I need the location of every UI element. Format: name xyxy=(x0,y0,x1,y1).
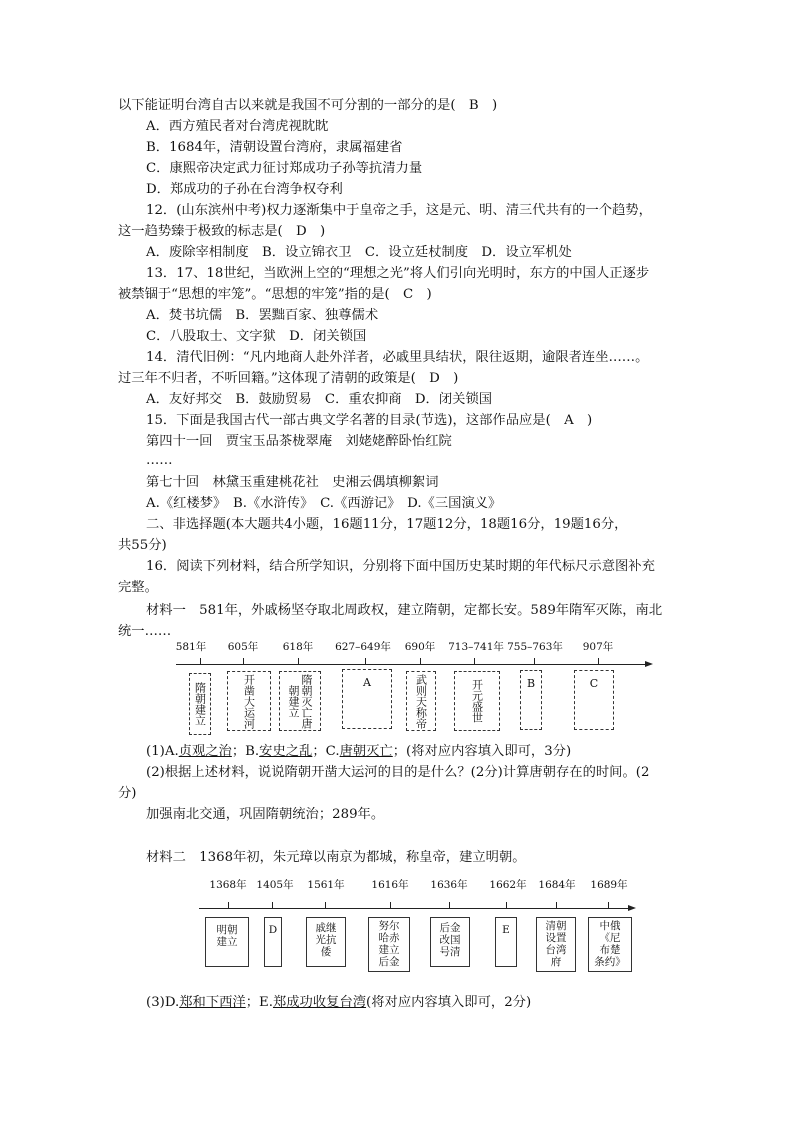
q12-options: A．废除宰相制度 B．设立锦衣卫 C．设立廷杖制度 D．设立军机处 xyxy=(146,245,572,260)
q15-line1: 15．下面是我国古代一部古典文学名著的目录(节选)，这部作品应是( A ) xyxy=(146,413,593,428)
timeline-2-tick xyxy=(506,902,507,908)
timeline-2-box-line: 建立 xyxy=(216,936,238,948)
q12-line2: 这一趋势臻于极致的标志是( D ) xyxy=(118,224,326,239)
timeline-2-year: 1689年 xyxy=(590,879,628,891)
timeline-1-box: 武则天称帝 xyxy=(406,671,436,731)
q13-options-ab: A．焚书坑儒 B．罢黜百家、独尊儒术 xyxy=(146,308,379,323)
timeline-2-tick xyxy=(390,902,391,908)
q14-options: A．友好邦交 B．鼓励贸易 C．重农抑商 D．闭关锁国 xyxy=(146,392,493,407)
timeline-2-box-line: 台湾 xyxy=(545,944,567,956)
q14-line1: 14．清代旧例：“凡内地商人赴外洋者，必戚里具结状，限往返期，逾限者连坐……。 xyxy=(146,350,649,365)
timeline-2-box-line: D xyxy=(268,924,278,936)
answer-1-b: 安史之乱 xyxy=(259,744,313,759)
q15-ellipsis: …… xyxy=(146,453,173,468)
answer-1-suffix: ；(将对应内容填入即可，3分) xyxy=(392,744,572,759)
timeline-1-tick xyxy=(474,658,475,664)
answer-1-c: 唐朝灭亡 xyxy=(339,744,393,759)
answer-3-suffix: (将对应内容填入即可，2分) xyxy=(366,995,532,1010)
timeline-2-tick xyxy=(608,902,609,908)
answer-1-a: 贞观之治 xyxy=(178,744,232,759)
timeline-1-year: 690年 xyxy=(404,641,436,653)
timeline-1-tick xyxy=(365,658,366,664)
timeline-2-box-line: 明朝 xyxy=(216,924,238,936)
timeline-2-box-line: 后金 xyxy=(378,956,400,968)
answer-3-d: 郑和下西洋 xyxy=(179,995,246,1010)
q16-line1: 16．阅读下列材料，结合所学知识，分别将下面中国历史某时期的年代标尺示意图补充 xyxy=(146,559,655,574)
q14-line2: 过三年不归者，不听回籍。”这体现了清朝的政策是( D ) xyxy=(118,371,459,386)
timeline-2-box-line: 府 xyxy=(550,956,562,968)
material1-line2: 统一…… xyxy=(118,624,172,639)
timeline-2-box-line: 努尔 xyxy=(378,920,400,932)
timeline-1-year: 755–763年 xyxy=(507,641,563,653)
timeline-2-box-line: 哈赤 xyxy=(378,932,400,944)
timeline-1-tick xyxy=(243,658,244,664)
timeline-2-box xyxy=(306,917,346,967)
answer-3-e: 郑成功收复台湾 xyxy=(272,995,367,1010)
timeline-2-box xyxy=(205,917,249,967)
timeline-2-axis xyxy=(199,908,629,909)
timeline-1-arrow xyxy=(645,661,653,667)
timeline-1-year: 581年 xyxy=(175,641,207,653)
q16-line2: 完整。 xyxy=(118,580,158,595)
timeline-1-tick xyxy=(200,658,201,664)
timeline-2-box-d xyxy=(264,917,282,967)
timeline-2-year: 1368年 xyxy=(209,879,247,891)
timeline-2-box-line: 布楚 xyxy=(599,944,621,956)
q13-line2: 被禁锢于“思想的牢笼”。“思想的牢笼”指的是( C ) xyxy=(118,287,432,302)
timeline-2-box-line: E xyxy=(502,924,510,936)
q15-toc-2: 第七十回 林黛玉重建桃花社 史湘云偶填柳絮词 xyxy=(146,475,439,490)
timeline-1-year: 627–649年 xyxy=(335,641,391,653)
timeline-1-tick xyxy=(298,658,299,664)
timeline-1-box-c: C xyxy=(574,670,614,730)
timeline-1-box: 隋朝灭亡唐朝建立 xyxy=(279,671,321,731)
timeline-2-year: 1616年 xyxy=(371,879,409,891)
timeline-2-box-line: 号清 xyxy=(439,946,461,958)
timeline-1-year: 605年 xyxy=(227,641,259,653)
timeline-2-box-line: 戚继 xyxy=(315,922,337,934)
timeline-1-tick xyxy=(534,658,535,664)
timeline-2-box-line: 条约》 xyxy=(594,956,626,968)
timeline-1-tick xyxy=(598,658,599,664)
timeline-1-box: 开元盛世 xyxy=(454,671,500,731)
timeline-2-box-line: 《尼 xyxy=(599,932,621,944)
timeline-1-box: 隋朝建立 xyxy=(189,673,211,735)
q11-option-b: B．1684年，清朝设置台湾府，隶属福建省 xyxy=(146,140,403,155)
part2-heading-line2: 共55分) xyxy=(118,538,167,553)
part2-heading-line1: 二、非选择题(本大题共4小题，16题11分，17题12分，18题16分，19题16分， xyxy=(146,517,628,532)
timeline-2-year: 1662年 xyxy=(489,879,527,891)
q13-options-cd: C．八股取士、文字狱 D．闭关锁国 xyxy=(146,329,367,344)
answer-1-sep-c: ；C. xyxy=(312,744,340,759)
answer-3-sep-e: ；E. xyxy=(245,995,273,1010)
q11-option-d: D．郑成功的子孙在台湾争权夺利 xyxy=(146,182,343,197)
question-2-line1: (2)根据上述材料，说说隋朝开凿大运河的目的是什么？(2分)计算唐朝存在的时间。(2 xyxy=(146,765,650,780)
timeline-1-box-b: B xyxy=(520,670,542,730)
timeline-1-year: 907年 xyxy=(582,641,614,653)
answer-1 xyxy=(146,743,571,761)
q13-line1: 13．17、18世纪，当欧洲上空的“理想之光”将人们引向光明时，东方的中国人正逐步 xyxy=(146,266,650,281)
timeline-2-tick xyxy=(272,902,273,908)
timeline-2-box-line: 设置 xyxy=(545,932,567,944)
material2: 材料二 1368年初，朱元璋以南京为都城，称皇帝，建立明朝。 xyxy=(146,850,526,865)
q12-line1: 12．(山东滨州中考)权力逐渐集中于皇帝之手，这是元、明、清三代共有的一个趋势， xyxy=(146,203,652,218)
timeline-2-box xyxy=(430,917,470,967)
answer-2: 加强南北交通，巩固隋朝统治；289年。 xyxy=(146,807,385,822)
timeline-2-year: 1561年 xyxy=(307,879,345,891)
timeline-1-tick xyxy=(420,658,421,664)
answer-1-prefix: (1)A. xyxy=(146,744,179,759)
material1-line1: 材料一 581年，外戚杨坚夺取北周政权，建立隋朝，定都长安。589年隋军灭陈，南北 xyxy=(146,603,663,618)
q11-stem: 以下能证明台湾自古以来就是我国不可分割的一部分的是( B ) xyxy=(118,98,498,113)
timeline-2-box-line: 中俄 xyxy=(599,920,621,932)
timeline-2-tick xyxy=(325,902,326,908)
timeline-2-box-line: 改国 xyxy=(439,934,461,946)
timeline-2-box-line: 建立 xyxy=(378,944,400,956)
timeline-2-year: 1684年 xyxy=(538,879,576,891)
answer-3 xyxy=(146,994,531,1012)
timeline-1-box: 开凿大运河 xyxy=(227,671,271,731)
timeline-2-box-line: 倭 xyxy=(320,946,332,958)
timeline-2-box-line: 清朝 xyxy=(545,920,567,932)
answer-3-prefix: (3)D. xyxy=(146,995,180,1010)
answer-1-sep-b: ；B. xyxy=(231,744,260,759)
q11-option-c: C．康熙帝决定武力征讨郑成功子孙等抗清力量 xyxy=(146,161,423,176)
timeline-1-box-a: A xyxy=(342,669,392,729)
timeline-2-box xyxy=(588,917,632,972)
q15-toc-1: 第四十一回 贾宝玉品茶栊翠庵 刘姥姥醉卧怡红院 xyxy=(146,434,452,449)
question-2-line2: 分) xyxy=(118,786,137,801)
timeline-2-box xyxy=(368,917,410,972)
timeline-2-box-line: 光抗 xyxy=(315,934,337,946)
q15-options: A.《红楼梦》 B.《水浒传》 C.《西游记》 D.《三国演义》 xyxy=(146,496,502,511)
q11-option-a: A．西方殖民者对台湾虎视眈眈 xyxy=(146,119,329,134)
timeline-2-year: 1636年 xyxy=(430,879,468,891)
timeline-1-axis xyxy=(176,664,646,665)
timeline-2-year: 1405年 xyxy=(256,879,294,891)
timeline-2-box-line: 后金 xyxy=(439,922,461,934)
timeline-1-year: 713–741年 xyxy=(448,641,504,653)
timeline-2-tick xyxy=(449,902,450,908)
timeline-2-tick xyxy=(556,902,557,908)
timeline-1-year: 618年 xyxy=(282,641,314,653)
timeline-2-arrow xyxy=(628,905,636,911)
timeline-2-box-e xyxy=(495,917,517,967)
timeline-2-tick xyxy=(228,902,229,908)
timeline-2-box xyxy=(536,917,576,972)
